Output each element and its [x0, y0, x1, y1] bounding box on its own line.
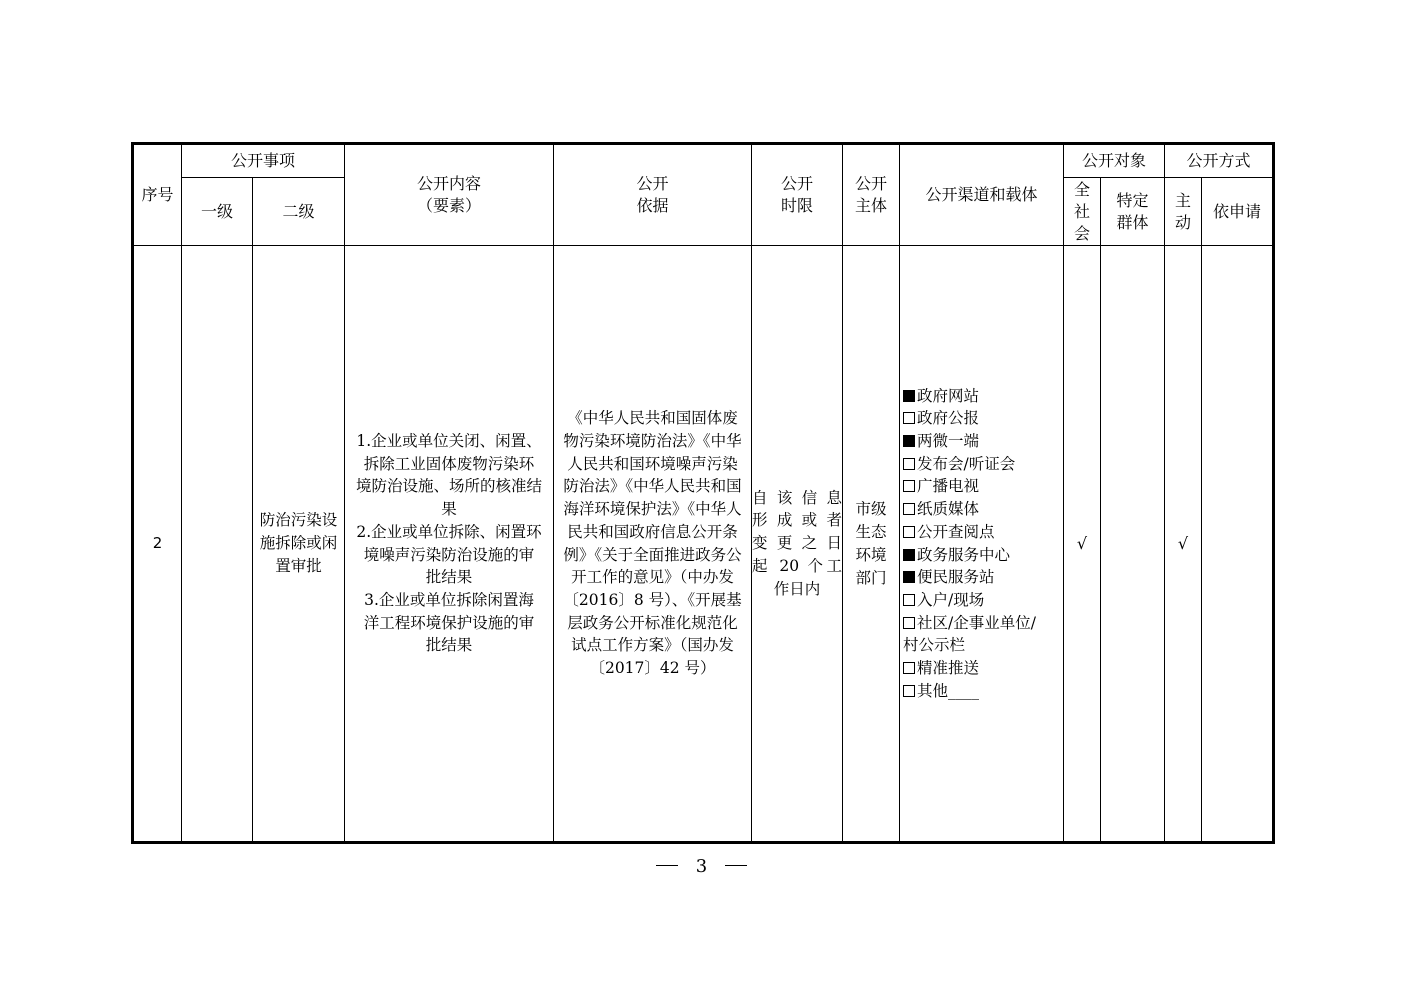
channel-list — [900, 385, 1063, 703]
row-level2-line: 防治污染设 — [259, 511, 338, 529]
header-level2: 二级 — [253, 178, 345, 246]
row-content-line: 1.企业或单位关闭、闲置、 — [356, 431, 542, 450]
row-content-line: 批结果 — [425, 568, 473, 587]
row-level2-line: 施拆除或闲 — [259, 534, 338, 552]
channel-label: 政府网站 — [917, 386, 980, 405]
channel-item — [903, 430, 1063, 453]
row-subject-line: 环境 — [855, 545, 887, 564]
footer-dash-left — [656, 865, 678, 866]
row-basis-line: 〔2017〕42 号） — [589, 659, 716, 678]
channel-item — [903, 634, 1063, 657]
unchecked-box-icon — [903, 617, 915, 629]
channel-label: 便民服务站 — [917, 568, 995, 587]
header-time-line1: 公开 — [781, 174, 814, 193]
channel-item — [903, 385, 1063, 408]
row-time-line: 起 20 个工 — [752, 556, 843, 575]
row-level2-line: 置审批 — [275, 557, 322, 575]
row-basis-line: 民共和国政府信息公开条 — [567, 522, 738, 541]
header-seq: 序号 — [133, 144, 182, 246]
row-content-line: 2.企业或单位拆除、闲置环 — [356, 522, 542, 541]
header-time — [752, 144, 843, 246]
row-basis-line: 试点工作方案》（国办发 — [571, 636, 734, 655]
header-item-group: 公开事项 — [182, 144, 345, 178]
header-target-specific — [1101, 178, 1165, 246]
header-method-active-char: 动 — [1175, 212, 1192, 232]
channel-label: 纸质媒体 — [917, 500, 980, 519]
row-level1 — [182, 246, 253, 843]
channel-item — [903, 475, 1063, 498]
row-content-line: 境噪声污染防治设施的审 — [363, 545, 535, 564]
header-target-all — [1064, 178, 1101, 246]
checked-box-icon — [903, 390, 915, 402]
row-subject-line: 市级 — [855, 499, 887, 518]
channel-item — [903, 566, 1063, 589]
checked-box-icon — [903, 549, 915, 561]
footer-dash-right — [725, 865, 747, 866]
header-subject-line2: 主体 — [855, 196, 888, 215]
channel-label: 其他____ — [917, 681, 980, 700]
row-basis — [554, 246, 752, 843]
unchecked-box-icon — [903, 594, 915, 606]
checked-box-icon — [903, 571, 915, 583]
unchecked-box-icon — [903, 412, 915, 424]
row-content — [345, 246, 554, 843]
row-content-line: 拆除工业固体废物污染环 — [363, 454, 535, 473]
channel-label: 村公示栏 — [903, 636, 966, 655]
row-time-line: 形成或者 — [752, 511, 843, 530]
header-target-all-char: 社 — [1074, 201, 1091, 221]
row-time-line: 变更之日 — [752, 534, 843, 553]
row-content-line: 3.企业或单位拆除闲置海 — [364, 590, 534, 609]
header-target-specific-line1: 特定 — [1116, 190, 1149, 210]
page-number: 3 — [695, 856, 708, 877]
row-channels — [900, 246, 1064, 843]
row-content-line: 洋工程环境保护设施的审 — [363, 613, 535, 632]
header-method-apply: 依申请 — [1202, 178, 1274, 246]
row-time-line: 作日内 — [773, 579, 821, 598]
row-level2 — [253, 246, 345, 843]
unchecked-box-icon — [903, 526, 915, 538]
row-subject — [843, 246, 900, 843]
row-method-apply — [1202, 246, 1274, 843]
channel-item — [903, 453, 1063, 476]
channel-label: 公开查阅点 — [917, 522, 995, 541]
channel-label: 两微一端 — [917, 431, 980, 450]
header-level1: 一级 — [182, 178, 253, 246]
channel-item — [903, 657, 1063, 680]
header-method-group: 公开方式 — [1165, 144, 1274, 178]
row-basis-line: 物污染环境防治法》《中华 — [563, 431, 742, 450]
header-content — [345, 144, 554, 246]
unchecked-box-icon — [903, 480, 915, 492]
header-subject-line1: 公开 — [855, 174, 888, 193]
row-content-line: 果 — [441, 500, 457, 519]
row-basis-line: 开工作的意见》（中办发 — [571, 568, 734, 587]
header-target-group: 公开对象 — [1064, 144, 1165, 178]
header-content-line2: （要素） — [417, 196, 482, 215]
header-target-specific-line2: 群体 — [1116, 212, 1149, 232]
header-method-active — [1165, 178, 1202, 246]
channel-label: 社区/企事业单位/ — [917, 613, 1036, 632]
row-basis-line: 例》《关于全面推进政务公 — [563, 545, 742, 564]
disclosure-table — [131, 142, 1275, 844]
row-basis-line: 《中华人民共和国固体废 — [567, 409, 738, 428]
row-subject-line: 部门 — [855, 568, 887, 587]
channel-label: 政务服务中心 — [917, 545, 1011, 564]
row-basis-line: 层政务公开标准化规范化 — [567, 613, 738, 632]
header-target-all-char: 会 — [1074, 223, 1091, 243]
page-footer — [0, 856, 1403, 878]
row-target-specific — [1101, 246, 1165, 843]
row-basis-line: 海洋环境保护法》《中华人 — [563, 500, 742, 519]
row-time-line: 自该信息 — [752, 488, 843, 507]
unchecked-box-icon — [903, 503, 915, 515]
unchecked-box-icon — [903, 685, 915, 697]
channel-label: 入户/现场 — [917, 590, 985, 609]
row-method-active: √ — [1165, 246, 1202, 843]
header-basis-line1: 公开 — [636, 174, 669, 193]
channel-item — [903, 544, 1063, 567]
header-time-line2: 时限 — [781, 196, 814, 215]
row-content-line: 批结果 — [425, 636, 473, 655]
header-subject — [843, 144, 900, 246]
header-content-line1: 公开内容 — [417, 174, 482, 193]
row-target-all: √ — [1064, 246, 1101, 843]
channel-item — [903, 407, 1063, 430]
header-basis — [554, 144, 752, 246]
unchecked-box-icon — [903, 662, 915, 674]
row-seq: 2 — [133, 246, 182, 843]
header-channel: 公开渠道和载体 — [900, 144, 1064, 246]
row-time — [752, 246, 843, 843]
row-content-line: 境防治设施、场所的核准结 — [356, 477, 543, 496]
header-method-active-char: 主 — [1175, 190, 1192, 210]
channel-item — [903, 498, 1063, 521]
row-basis-line: 防治法》《中华人民共和国 — [563, 477, 742, 496]
channel-item — [903, 680, 1063, 703]
channel-item — [903, 589, 1063, 612]
channel-item — [903, 521, 1063, 544]
channel-label: 精准推送 — [917, 659, 980, 678]
channel-label: 政府公报 — [917, 409, 980, 428]
unchecked-box-icon — [903, 458, 915, 470]
checked-box-icon — [903, 435, 915, 447]
channel-label: 发布会/听证会 — [917, 454, 1016, 473]
row-basis-line: 〔2016〕8 号）、《开展基 — [563, 590, 742, 609]
channel-label: 广播电视 — [917, 477, 980, 496]
row-subject-line: 生态 — [855, 522, 887, 541]
channel-item — [903, 612, 1063, 635]
header-basis-line2: 依据 — [636, 196, 669, 215]
header-target-all-char: 全 — [1074, 179, 1091, 199]
row-basis-line: 人民共和国环境噪声污染 — [567, 454, 738, 473]
